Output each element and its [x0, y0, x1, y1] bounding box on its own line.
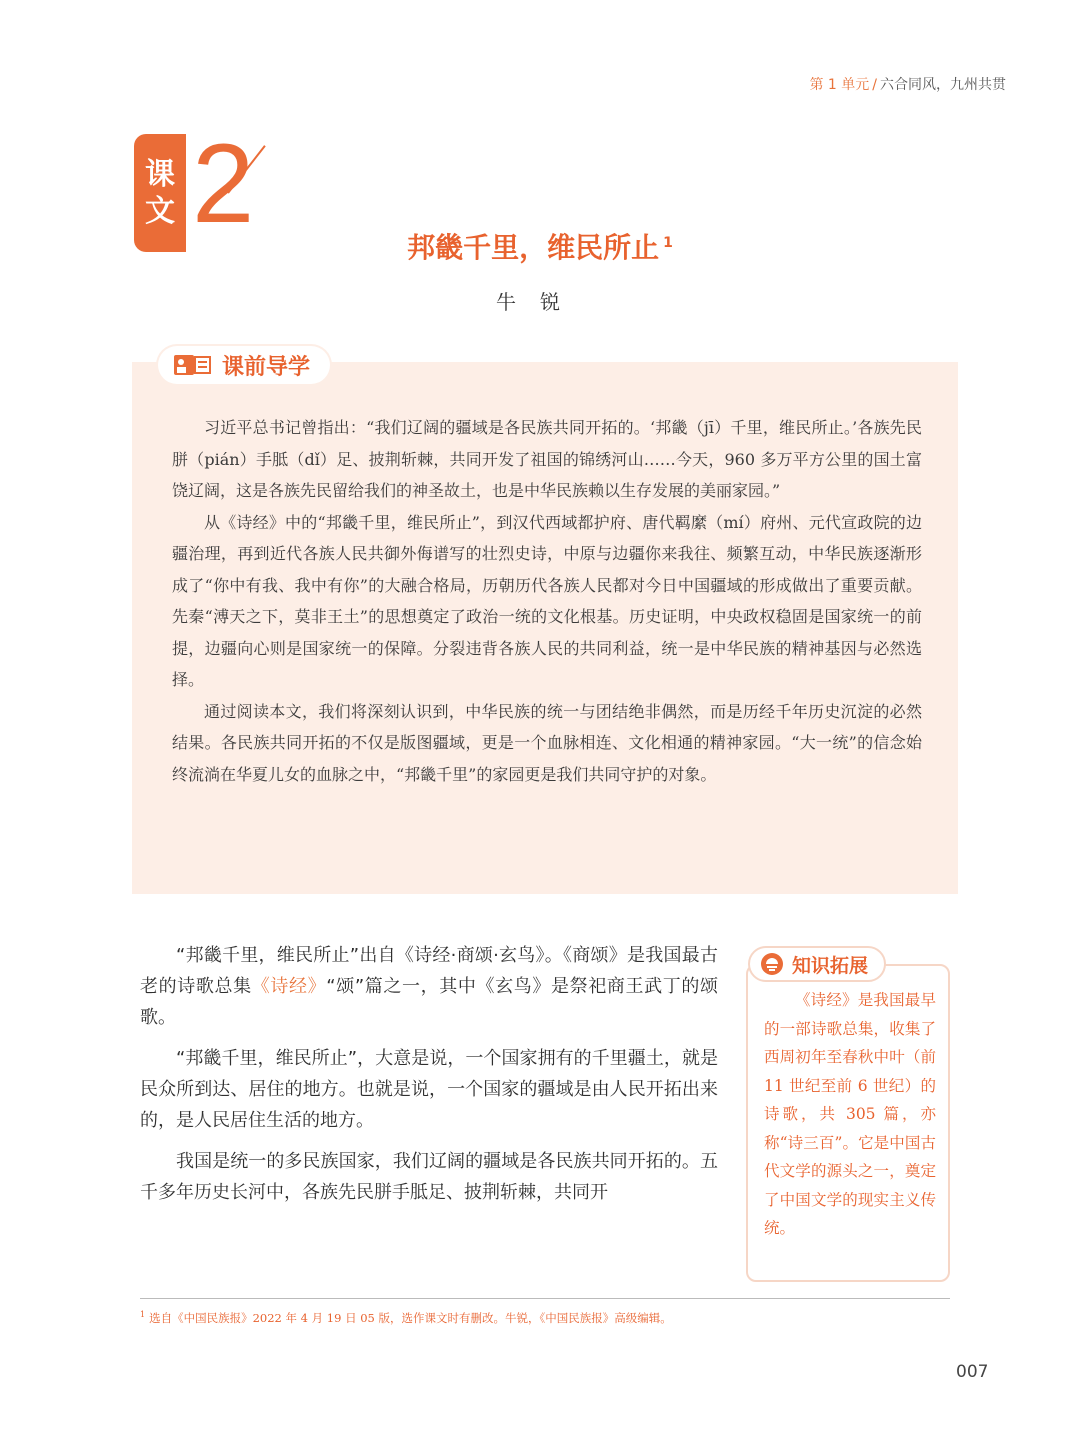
guide-paragraph: 通过阅读本文，我们将深刻认识到，中华民族的统一与团结绝非偶然，而是历经千年历史沉淀的必然结果。各民族共同开拓的不仅是版图疆域，更是一个血脉相连、文化相通的精神家园。“大一统”的信念始终流淌在华夏儿女的血脉之中，“邦畿千里”的家园更是我们共同守护的对象。	[172, 701, 922, 784]
pre-study-text	[172, 412, 922, 790]
lesson-number: 2	[192, 121, 255, 246]
body-paragraph: “邦畿千里，维民所止”，大意是说，一个国家拥有的千里疆土，就是民众所到达、居住的地方。也就是说，一个国家的疆域是由人民开拓出来的，是人民居住生活的地方。	[140, 1048, 718, 1131]
knowledge-tab	[748, 946, 886, 982]
badge-char-2: 文	[145, 194, 175, 229]
page-number: 007	[956, 1362, 989, 1382]
pre-study-tab	[158, 346, 330, 384]
guide-paragraph: 从《诗经》中的“邦畿千里，维民所止”，到汉代西域都护府、唐代羁縻（mí）府州、元代宣政院的边疆治理，再到近代各族人民共御外侮谱写的壮烈史诗，中原与边疆你来我往、频繁互动，中华民族逐渐形成了“你中有我、我中有你”的大融合格局，历朝历代各族人民都对今日中国疆域的形成做出了重要贡献。先秦“溥天之下，莫非王土”的思想奠定了政治一统的文化根基。历史证明，中央政权稳固是国家统一的前提，边疆向心则是国家统一的保障。分裂违背各族人民的共同利益，统一是中华民族的精神基因与必然选择。	[172, 512, 922, 689]
footnote-text: 选自《中国民族报》2022 年 4 月 19 日 05 版，选作课文时有删改。牛锐，《中国民族报》高级编辑。	[149, 1311, 672, 1325]
study-desk-icon	[172, 353, 212, 377]
knowledge-text	[764, 986, 936, 1243]
body-paragraph	[140, 940, 718, 1033]
unit-label: 第 1 单元	[809, 77, 870, 93]
knowledge-paragraph: 《诗经》是我国最早的一部诗歌总集，收集了西周初年至春秋中叶（前 11 世纪至前 6 世纪）的诗歌，共 305 篇，亦称“诗三百”。它是中国古代文学的源头之一，奠定了中国文学的现实主义传统。	[764, 991, 936, 1237]
body-paragraph: 我国是统一的多民族国家，我们辽阔的疆域是各民族共同开拓的。五千多年历史长河中，各族先民胼手胝足、披荆斩棘，共同开	[140, 1151, 718, 1203]
pre-study-label: 课前导学	[222, 354, 311, 380]
highlighted-term[interactable]: 《诗经》	[251, 976, 327, 997]
page-title	[0, 226, 1080, 266]
running-header	[809, 74, 1006, 94]
body-text-segment: “颂”篇之一，其中《玄鸟》是祭祀商王武丁的颂歌。	[140, 976, 719, 1028]
footnote-mark: 1	[140, 1310, 146, 1320]
title-footnote-mark[interactable]: 1	[663, 234, 673, 251]
header-divider: /	[872, 77, 877, 93]
author-name: 牛锐	[496, 290, 584, 314]
footnote-divider	[140, 1298, 950, 1299]
badge-char-1: 课	[145, 156, 175, 192]
unit-theme: 六合同风，九州共贯	[880, 77, 1006, 93]
lesson-body	[140, 940, 718, 1218]
knowledge-icon	[760, 952, 784, 976]
body-text-segment: “邦畿千里，维民所止”出自《诗经·商颂·玄鸟》。《商颂》是我国最古老的诗歌总集	[140, 945, 718, 997]
guide-paragraph: 习近平总书记曾指出：“我们辽阔的疆域是各民族共同开拓的。‘邦畿（jī）千里，维民所止。’各族先民胼（pián）手胝（dǐ）足、披荆斩棘，共同开发了祖国的锦绣河山……今天，960 多万平方公里的国土富饶辽阔，这是各族先民留给我们的神圣故土，也是中华民族赖以生存发展的美丽家园。”	[172, 418, 922, 500]
footnote	[140, 1310, 950, 1326]
knowledge-label: 知识拓展	[792, 954, 869, 977]
title-text: 邦畿千里，维民所止	[407, 231, 660, 264]
